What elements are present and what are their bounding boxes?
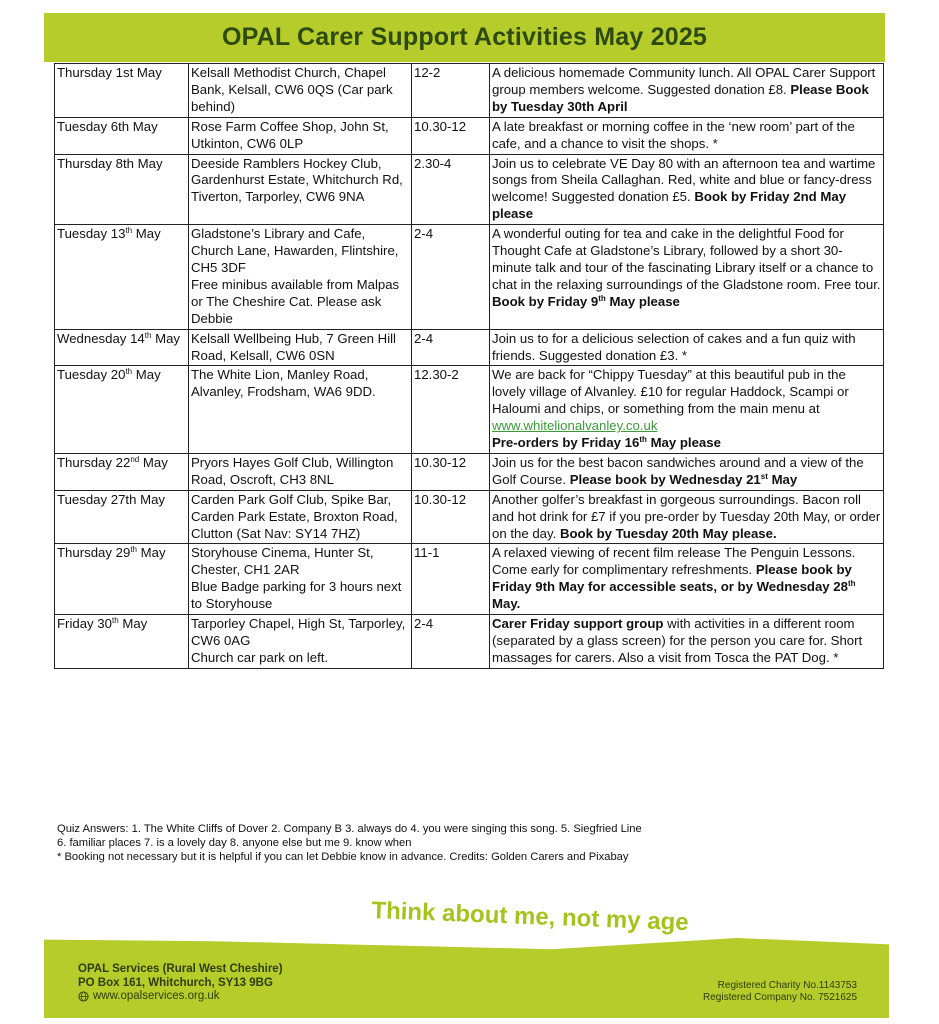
quiz-answers-line: 6. familiar places 7. is a lovely day 8. anyone else but me 9. know when <box>57 836 412 849</box>
activity-description: Join us to for a delicious selection of cakes and a fun quiz with friends. Suggested donation £3. * <box>490 329 884 366</box>
booking-note <box>492 294 680 309</box>
booking-text: May <box>771 471 798 487</box>
activity-location <box>189 544 412 615</box>
activity-time: 10.30-12 <box>412 490 490 544</box>
activity-date <box>55 453 189 490</box>
booking-suffix: th <box>639 435 647 445</box>
website-row <box>78 990 283 1004</box>
date-text: Thursday 29 <box>57 545 131 561</box>
date-text: Thursday 22 <box>57 454 131 470</box>
globe-icon <box>78 991 89 1002</box>
org-contact <box>78 963 283 1004</box>
location-note: Blue Badge parking for 3 hours next to Storyhouse <box>191 579 402 612</box>
table-row <box>55 544 884 615</box>
activity-date <box>55 615 189 669</box>
activity-date <box>55 225 189 329</box>
date-text: Friday 30 <box>57 616 112 632</box>
activities-table <box>54 63 884 669</box>
activity-time: 2-4 <box>412 615 490 669</box>
activity-location <box>189 225 412 329</box>
activity-location: Kelsall Methodist Church, Chapel Bank, Kelsall, CW6 0QS (Car park behind) <box>189 64 412 118</box>
description-text: with activities in a different room (separated by a glass screen) for the person you care for. Short massages for carers. Also a visit from Tosca the PAT Dog. * <box>492 616 863 665</box>
company-number: Registered Company No. 7521625 <box>703 992 857 1003</box>
activity-time: 10.30-12 <box>412 117 490 154</box>
description-text: A delicious homemade Community lunch. All OPAL Carer Support group members welcome. Suggested donation £8. <box>492 65 876 97</box>
table-row <box>55 154 884 225</box>
location-note: Free minibus available from Malpas or The Cheshire Cat. Please ask Debbie <box>191 276 400 326</box>
description-text: We are back for “Chippy Tuesday” at this beautiful pub in the lovely village of Alvanley. £10 for regular Haddock, Scampi or Haloumi and chips, or something from the main menu at <box>492 367 849 417</box>
booking-suffix: st <box>760 471 768 481</box>
activity-description <box>490 64 884 118</box>
description-text: A wonderful outing for tea and cake in the delightful Food for Thought Cafe at Gladstone’s Library, followed by a short 30-minute talk and tour of the fascinating Library itself or a chance to chat in the relaxing surroundings of the Gladstone room. Free tour. <box>492 226 881 292</box>
activity-location: Rose Farm Coffee Shop, John St, Utkinton, CW6 0LP <box>189 117 412 154</box>
charity-number: Registered Charity No.1143753 <box>717 980 857 991</box>
location-address: Gladstone’s Library and Cafe, Church Lane, Hawarden, Flintshire, CH5 3DF <box>191 226 399 275</box>
booking-suffix: th <box>847 579 856 589</box>
slogan: Think about me, not my age <box>370 897 690 937</box>
activity-location: Kelsall Wellbeing Hub, 7 Green Hill Road, Kelsall, CW6 0SN <box>189 329 412 366</box>
booking-text: Pre-orders by Friday 16 <box>492 435 640 451</box>
booking-note: Book by Tuesday 20th May please. <box>559 525 777 541</box>
table-row <box>55 225 884 329</box>
page-title: OPAL Carer Support Activities May 2025 <box>221 23 708 51</box>
booking-note <box>492 435 881 452</box>
booking-note: Please Book by Tuesday 30th April <box>492 81 869 114</box>
activity-description <box>490 154 884 225</box>
table-row <box>55 329 884 366</box>
org-address: PO Box 161, Whitchurch, SY13 9BG <box>78 976 273 989</box>
activity-location: Deeside Ramblers Hockey Club, Gardenhurst Estate, Whitchurch Rd, Tiverton, Tarporley, CW6 9NA <box>189 154 412 225</box>
org-name: OPAL Services (Rural West Cheshire) <box>78 963 283 975</box>
date-suffix: th <box>125 226 133 236</box>
table-row <box>55 117 884 154</box>
activity-description <box>490 366 884 454</box>
activity-time: 12.30-2 <box>412 366 490 454</box>
activity-time: 2-4 <box>412 329 490 366</box>
activity-time: 10.30-12 <box>412 453 490 490</box>
activity-description: A late breakfast or morning coffee in the ‘new room’ part of the cafe, and a chance to visit the shops. * <box>490 117 884 154</box>
activity-location: Pryors Hayes Golf Club, Willington Road, Oscroft, CH3 8NL <box>189 453 412 490</box>
booking-text: May please <box>650 435 721 451</box>
date-month: May <box>155 330 180 346</box>
date-suffix: th <box>111 616 119 626</box>
description-text: Join us to celebrate VE Day 80 with an afternoon tea and wartime songs from Sheila Callaghan. Red, white and blue or fancy-dress welcome! Suggested donation £5. <box>492 155 876 205</box>
booking-text: Book by Friday 9 <box>492 293 599 309</box>
group-name: Carer Friday support group <box>492 616 664 632</box>
booking-text: May. <box>492 596 521 612</box>
location-note: Church car park on left. <box>191 649 329 665</box>
activity-location: The White Lion, Manley Road, Alvanley, Frodsham, WA6 9DD. <box>189 366 412 454</box>
activity-date <box>55 329 189 366</box>
date-suffix: nd <box>130 454 140 464</box>
booking-note <box>570 472 798 487</box>
activity-date <box>55 544 189 615</box>
booking-footnote: * Booking not necessary but it is helpful if you can let Debbie know in advance. Credits: Golden Carers and Pixabay <box>57 850 629 863</box>
activity-time: 2.30-4 <box>412 154 490 225</box>
table-row <box>55 366 884 454</box>
booking-suffix: th <box>598 293 606 303</box>
description-text: Join us for the best bacon sandwiches around and a view of the Golf Course. <box>492 454 864 487</box>
registration-info <box>703 980 857 1004</box>
date-text: Wednesday 14 <box>57 330 145 346</box>
description-text: A relaxed viewing of recent film release The Penguin Lessons. Come early for complimentary refreshments. <box>492 545 856 578</box>
activity-date: Tuesday 27th May <box>55 490 189 544</box>
activity-date: Thursday 8th May <box>55 154 189 225</box>
activity-description <box>490 225 884 329</box>
table-row <box>55 490 884 544</box>
date-month: May <box>122 616 148 632</box>
activity-description <box>490 453 884 490</box>
activity-location <box>189 615 412 669</box>
booking-text: Please book by Wednesday 21 <box>569 471 761 487</box>
date-month: May <box>140 545 166 561</box>
activity-location: Carden Park Golf Club, Spike Bar, Carden Park Estate, Broxton Road, Clutton (Sat Nav: SY14 7HZ) <box>189 490 412 544</box>
title-banner <box>44 13 885 62</box>
quiz-answers-line: Quiz Answers: 1. The White Cliffs of Dover 2. Company B 3. always do 4. you were singing this song. 5. Siegfried Line <box>57 823 642 835</box>
date-month: May <box>135 226 161 242</box>
activity-description <box>490 544 884 615</box>
table-row <box>55 615 884 669</box>
website-link[interactable]: www.whitelionalvanley.co.uk <box>492 418 658 434</box>
date-month: May <box>135 367 161 383</box>
activity-time: 2-4 <box>412 225 490 329</box>
location-address: Storyhouse Cinema, Hunter St, Chester, CH1 2AR <box>191 545 374 578</box>
activity-date: Tuesday 6th May <box>55 117 189 154</box>
table-row <box>55 64 884 118</box>
date-suffix: th <box>144 330 152 340</box>
description-text: Another golfer’s breakfast in gorgeous surroundings. Bacon roll and hot drink for £7 if you pre-order by Tuesday 20th May, or order on the day. <box>492 491 881 541</box>
activity-time: 11-1 <box>412 544 490 615</box>
date-suffix: th <box>130 545 137 555</box>
date-suffix: th <box>125 367 133 377</box>
table-row <box>55 453 884 490</box>
activity-date <box>55 366 189 454</box>
booking-text: Please book by Friday 9th May for accessible seats, or by Wednesday 28 <box>492 562 852 595</box>
activity-description <box>490 490 884 544</box>
date-month: May <box>142 454 168 470</box>
activity-date: Thursday 1st May <box>55 64 189 118</box>
website-link[interactable]: www.opalservices.org.uk <box>93 990 220 1002</box>
booking-note: Book by Friday 2nd May please <box>492 189 847 222</box>
activity-time: 12-2 <box>412 64 490 118</box>
booking-text: May please <box>609 293 680 309</box>
date-text: Tuesday 13 <box>57 226 126 242</box>
notes-section <box>57 823 887 864</box>
location-address: Tarporley Chapel, High St, Tarporley, CW6 0AG <box>191 616 406 648</box>
activity-description <box>490 615 884 669</box>
date-text: Tuesday 20 <box>57 367 126 383</box>
